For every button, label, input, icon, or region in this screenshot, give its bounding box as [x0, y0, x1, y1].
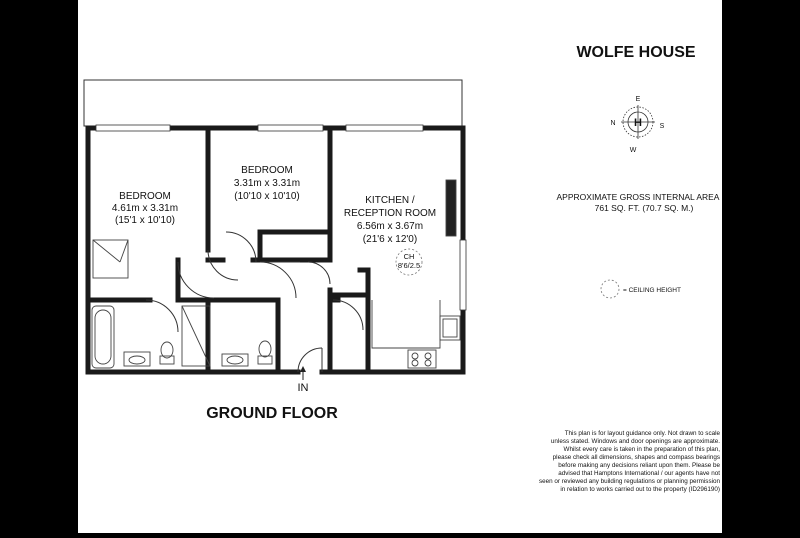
- entrance-label: IN: [297, 382, 309, 394]
- ceiling-marker-value: 8'6/2.5: [397, 261, 421, 270]
- disclaimer-line-4: please check all dimensions, shapes and compass bearings: [552, 454, 720, 461]
- compass-n: N: [610, 120, 616, 127]
- floor-label: GROUND FLOOR: [206, 405, 338, 422]
- room-2-imperial: (10'10 x 10'10): [234, 191, 300, 202]
- wardrobe: [93, 240, 128, 278]
- disclaimer-line-1: This plan is for layout guidance only. Not drawn to scale: [564, 430, 720, 437]
- disclaimer-line-3: Whilst every care is taken in the preparation of this plan,: [563, 446, 720, 453]
- area-value: 761 SQ. FT. (70.7 SQ. M.): [594, 203, 694, 213]
- floorplan-svg: [78, 0, 722, 533]
- property-title: WOLFE HOUSE: [576, 44, 696, 61]
- room-2-metric: 3.31m x 3.31m: [233, 178, 301, 189]
- compass-s: S: [659, 123, 665, 130]
- disclaimer: [539, 430, 720, 493]
- balcony-outline: [84, 80, 462, 126]
- compass-w: W: [629, 147, 637, 154]
- floorplan-sheet: [78, 0, 722, 533]
- room-1-metric: 4.61m x 3.31m: [111, 203, 179, 214]
- interior-walls: [88, 130, 368, 372]
- compass-e: E: [635, 96, 641, 103]
- disclaimer-line-2: unless stated. Windows and door openings are approximate.: [550, 438, 720, 445]
- room-3-imperial: (21'6 x 12'0): [362, 234, 418, 245]
- disclaimer-line-6: advised that Hamptons International / our agents have not: [558, 470, 720, 477]
- ceiling-marker-label: CH: [403, 252, 415, 261]
- compass-rose: [610, 96, 664, 154]
- disclaimer-line-5: before making any decisions reliant upon them. Please be: [558, 462, 720, 469]
- room-3-name: KITCHEN /: [365, 195, 415, 206]
- room-3-name2: RECEPTION ROOM: [343, 208, 437, 219]
- room-1-name: BEDROOM: [119, 191, 171, 202]
- room-3-metric: 6.56m x 3.67m: [356, 221, 424, 232]
- bathroom-fixtures: [92, 306, 272, 368]
- disclaimer-line-8: in relation to works carried out to the property (ID296190): [560, 486, 720, 493]
- room-2-name: BEDROOM: [241, 165, 293, 176]
- ceiling-height-marker: [396, 249, 422, 275]
- ceiling-legend-label: = CEILING HEIGHT: [623, 287, 681, 294]
- compass-center-letter: H: [634, 117, 642, 129]
- area-label: APPROXIMATE GROSS INTERNAL AREA: [556, 192, 720, 202]
- ceiling-legend: [601, 280, 681, 298]
- disclaimer-line-7: seen or reviewed any building regulations or planning permission: [539, 478, 720, 485]
- room-1-imperial: (15'1 x 10'10): [115, 215, 175, 226]
